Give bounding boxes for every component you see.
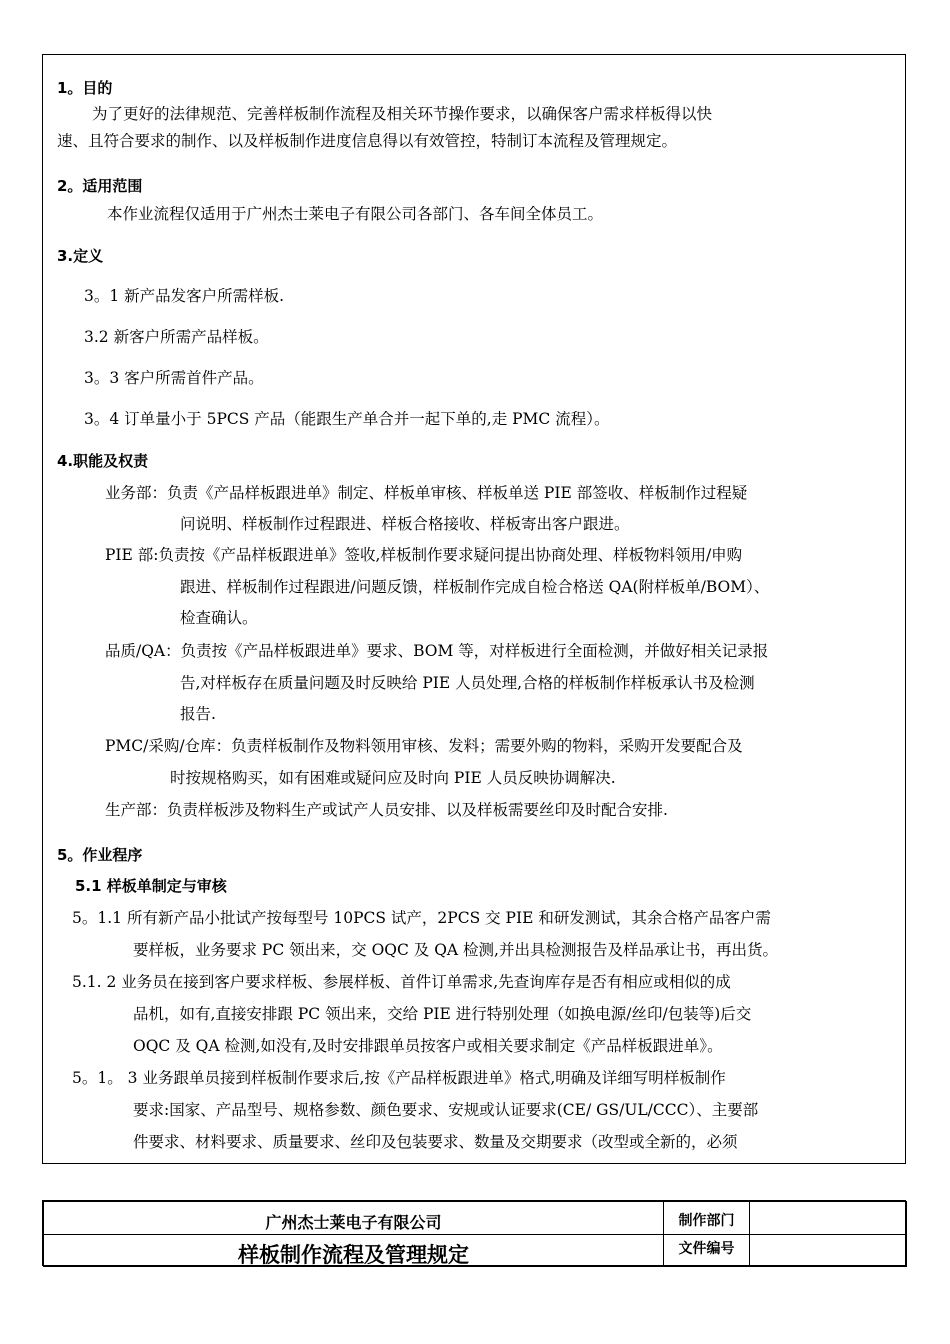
sales-duty-line-2: 问说明、样板制作过程跟进、样板合格接收、样板寄出客户跟进。 xyxy=(180,515,630,533)
pmc-duty-line-2: 时按规格购买，如有困难或疑问应及时向 PIE 人员反映协调解决. xyxy=(170,769,616,787)
doc-number-label-cell xyxy=(663,1234,750,1267)
procedure-5-1-3-line-1: 5。1。 3 业务跟单员接到样板制作要求后,按《产品样板跟进单》格式,明确及详细写明样板制作 xyxy=(72,1069,726,1087)
procedure-5-1-3-line-2: 要求:国家、产品型号、规格参数、颜色要求、安规或认证要求(CE/ GS/UL/CCC）、主要部 xyxy=(133,1101,759,1119)
dept-label-cell xyxy=(663,1201,750,1235)
procedure-5-1-2-line-1: 5.1. 2 业务员在接到客户要求样板、参展样板、首件订单需求,先查询库存是否有相应或相似的成 xyxy=(72,973,731,991)
document-title: 样板制作流程及管理规定 xyxy=(238,1243,469,1267)
pie-duty-line-3: 检查确认。 xyxy=(180,609,258,627)
dept-value-cell xyxy=(749,1201,907,1235)
pmc-duty-line-1: PMC/采购/仓库：负责样板制作及物料领用审核、发料；需要外购的物料，采购开发要配合及 xyxy=(105,737,743,755)
procedure-5-1-2-line-3: OQC 及 QA 检测,如没有,及时安排跟单员按客户或相关要求制定《产品样板跟进单》。 xyxy=(133,1037,723,1055)
definition-item: 3。1 新产品发客户所需样板. xyxy=(84,287,285,305)
section-1-line-2: 速、且符合要求的制作、以及样板制作进度信息得以有效管控，特制订本流程及管理规定。 xyxy=(57,132,678,150)
doc-number-value-cell xyxy=(749,1234,907,1267)
procedure-5-1-3-line-3: 件要求、材料要求、质量要求、丝印及包装要求、数量及交期要求（改型或全新的，必须 xyxy=(133,1133,738,1151)
dept-label: 制作部门 xyxy=(678,1213,735,1229)
qa-duty-line-3: 报告. xyxy=(180,705,216,723)
section-1-heading: 1。目的 xyxy=(57,79,113,97)
company-name-cell xyxy=(43,1201,664,1235)
definition-item: 3。3 客户所需首件产品。 xyxy=(84,369,264,387)
definition-item: 3。4 订单量小于 5PCS 产品（能跟生产单合并一起下单的,走 PMC 流程）。 xyxy=(84,410,610,428)
qa-duty-line-2: 告,对样板存在质量问题及时反映给 PIE 人员处理,合格的样板制作样板承认书及检测 xyxy=(180,674,755,692)
section-4-heading: 4.职能及权责 xyxy=(57,452,149,470)
qa-duty-line-1: 品质/QA：负责按《产品样板跟进单》要求、BOM 等，对样板进行全面检测，并做好相关记录报 xyxy=(105,642,769,660)
sales-duty-line-1: 业务部：负责《产品样板跟进单》制定、样板单审核、样板单送 PIE 部签收、样板制作过程疑 xyxy=(105,484,748,502)
company-name: 广州杰士莱电子有限公司 xyxy=(265,1213,442,1232)
document-title-cell xyxy=(43,1234,664,1267)
section-1-line-1: 为了更好的法律规范、完善样板制作流程及相关环节操作要求，以确保客户需求样板得以快 xyxy=(92,105,713,123)
section-5-1-subheading: 5.1 样板单制定与审核 xyxy=(75,877,227,895)
section-5-heading: 5。作业程序 xyxy=(57,846,143,864)
pie-duty-line-1: PIE 部:负责按《产品样板跟进单》签收,样板制作要求疑问提出协商处理、样板物料领用/申购 xyxy=(105,546,743,564)
definition-item: 3.2 新客户所需产品样板。 xyxy=(84,328,269,346)
section-2-line-1: 本作业流程仅适用于广州杰士莱电子有限公司各部门、各车间全体员工。 xyxy=(107,205,604,223)
procedure-5-1-1-line-2: 要样板，业务要求 PC 领出来，交 OQC 及 QA 检测,并出具检测报告及样品承让书，再出货。 xyxy=(133,941,778,959)
production-duty-line-1: 生产部：负责样板涉及物料生产或试产人员安排、以及样板需要丝印及时配合安排. xyxy=(105,801,668,819)
procedure-5-1-1-line-1: 5。1.1 所有新产品小批试产按每型号 10PCS 试产，2PCS 交 PIE 和研发测试，其余合格产品客户需 xyxy=(72,909,771,927)
procedure-5-1-2-line-2: 品机，如有,直接安排跟 PC 领出来，交给 PIE 进行特别处理（如换电源/丝印/包装等)后交 xyxy=(133,1005,752,1023)
doc-number-label: 文件编号 xyxy=(678,1241,735,1257)
section-2-heading: 2。适用范围 xyxy=(57,177,143,195)
footer-title-block xyxy=(42,1200,906,1266)
section-3-heading: 3.定义 xyxy=(57,247,104,265)
pie-duty-line-2: 跟进、样板制作过程跟进/问题反馈，样板制作完成自检合格送 QA(附样板单/BOM）、 xyxy=(180,578,770,596)
